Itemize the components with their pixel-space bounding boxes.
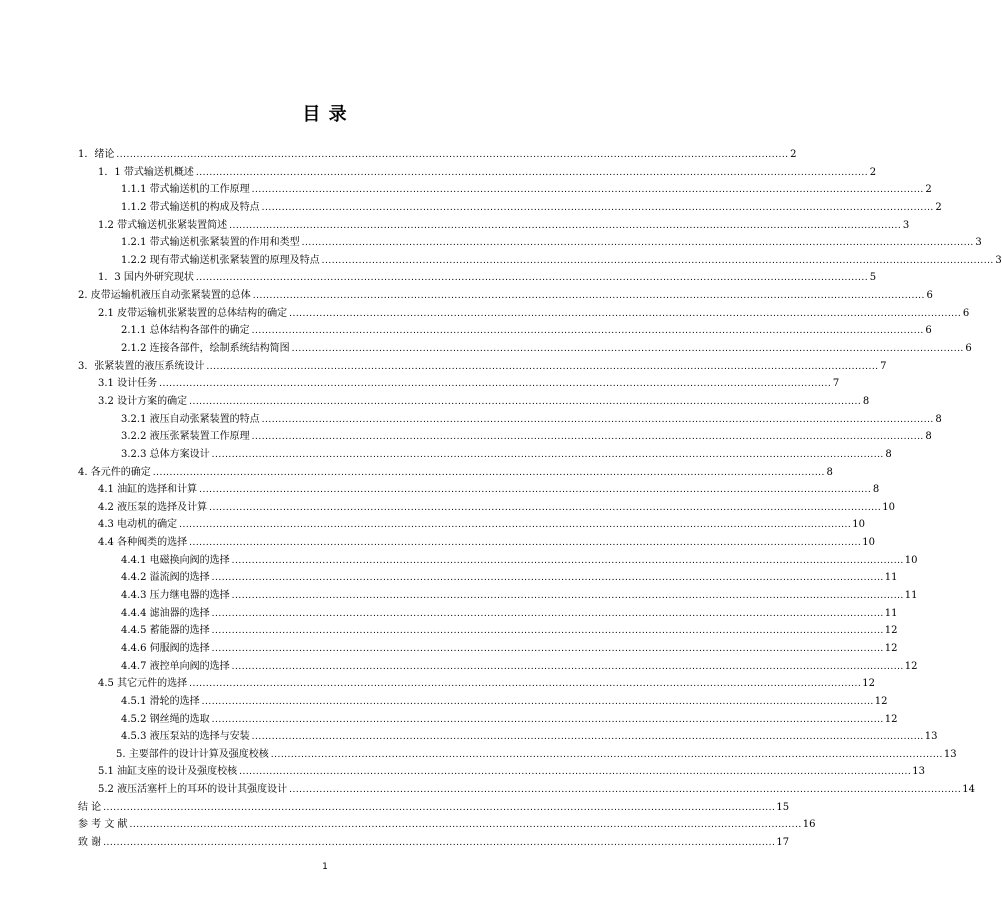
toc-entry-page: 3 xyxy=(995,254,1002,266)
toc-dot-leader: ........................................................................................................................................................................................................ xyxy=(211,573,884,584)
toc-entry[interactable] xyxy=(78,305,970,323)
toc-entry-page: 12 xyxy=(884,713,898,725)
toc-entry-page: 12 xyxy=(904,660,918,672)
toc-entry-label: 4.5.2 钢丝绳的选取 xyxy=(121,713,210,725)
toc-entry-page: 12 xyxy=(884,625,898,637)
toc-entry[interactable] xyxy=(78,640,898,658)
toc-entry-page: 12 xyxy=(862,678,875,690)
toc-entry[interactable] xyxy=(78,587,918,605)
toc-dot-leader: ........................................................................................................................................................................................................ xyxy=(195,167,869,178)
toc-entry-label: 3.2 设计方案的确定 xyxy=(98,395,188,407)
toc-entry[interactable] xyxy=(78,552,918,570)
toc-entry-label: 1．绪论 xyxy=(78,149,115,160)
toc-dot-leader: ........................................................................................................................................................................................................ xyxy=(251,326,924,337)
toc-entry[interactable] xyxy=(78,499,895,517)
toc-entry[interactable] xyxy=(78,534,875,552)
toc-entry-label: 1.2 带式输送机张紧装置简述 xyxy=(98,219,228,231)
toc-entry-page: 14 xyxy=(962,784,975,796)
toc-dot-leader: ........................................................................................................................................................................................................ xyxy=(206,361,879,372)
toc-dot-leader: ........................................................................................................................................................................................................ xyxy=(103,802,776,813)
toc-entry-page: 13 xyxy=(924,731,938,743)
toc-entry-label: 4.4.5 蓄能器的选择 xyxy=(121,625,210,637)
toc-entry[interactable] xyxy=(78,287,933,305)
toc-entry-page: 10 xyxy=(904,554,918,566)
toc-entry-label: 1．1 带式输送机概述 xyxy=(98,166,194,178)
toc-dot-leader: ........................................................................................................................................................................................................ xyxy=(211,714,884,725)
toc-entry-label: 3.2.3 总体方案设计 xyxy=(121,448,210,460)
toc-entry-label: 4.4.2 溢流阀的选择 xyxy=(121,572,210,584)
toc-entry-page: 6 xyxy=(965,343,972,355)
toc-dot-leader: ........................................................................................................................................................................................................ xyxy=(291,344,964,355)
toc-entry[interactable] xyxy=(78,799,790,817)
toc-dot-leader: ........................................................................................................................................................................................................ xyxy=(289,308,962,319)
toc-entry[interactable] xyxy=(78,816,816,834)
toc-entry-page: 16 xyxy=(802,819,816,831)
page-title: 目 录 xyxy=(302,104,348,125)
toc-dot-leader: ........................................................................................................................................................................................................ xyxy=(251,432,924,443)
toc-dot-leader: ........................................................................................................................................................................................................ xyxy=(251,185,924,196)
toc-entry[interactable] xyxy=(78,834,790,852)
toc-entry-label: 4.3 电动机的确定 xyxy=(98,519,178,531)
toc-entry[interactable] xyxy=(78,358,887,376)
toc-entry[interactable] xyxy=(78,658,918,676)
toc-entry-page: 2 xyxy=(790,149,797,160)
toc-entry-label: 5. 主要部件的设计计算及强度校核 xyxy=(116,748,269,760)
toc-entry[interactable] xyxy=(78,340,972,358)
toc-dot-leader: ........................................................................................................................................................................................................ xyxy=(129,820,802,831)
toc-entry-page: 12 xyxy=(874,695,888,707)
toc-entry-page: 8 xyxy=(872,484,880,496)
toc-entry[interactable] xyxy=(78,411,942,429)
toc-dot-leader: ........................................................................................................................................................................................................ xyxy=(152,467,825,478)
toc-entry-label: 4.5.3 液压泵站的选择与安装 xyxy=(121,731,250,743)
toc-entry-page: 12 xyxy=(884,642,898,654)
toc-dot-leader: ........................................................................................................................................................................................................ xyxy=(211,626,884,637)
toc-entry[interactable] xyxy=(78,146,797,164)
toc-entry-label: 1.2.1 带式输送机张紧装置的作用和类型 xyxy=(121,237,300,249)
toc-entry-label: 2.1 皮带运输机张紧装置的总体结构的确定 xyxy=(98,307,288,319)
toc-entry-page: 10 xyxy=(852,519,865,531)
toc-dot-leader: ........................................................................................................................................................................................................ xyxy=(261,202,934,213)
toc-entry-label: 结 论 xyxy=(78,801,102,813)
toc-entry[interactable] xyxy=(78,269,877,287)
toc-entry[interactable] xyxy=(78,428,932,446)
toc-entry[interactable] xyxy=(78,746,957,764)
toc-entry-label: 4.4 各种阀类的选择 xyxy=(98,537,188,549)
toc-entry-label: 3．张紧装置的液压系统设计 xyxy=(78,360,205,372)
toc-entry-label: 4.4.1 电磁换向阀的选择 xyxy=(121,554,230,566)
toc-dot-leader: ........................................................................................................................................................................................................ xyxy=(321,255,994,266)
toc-entry[interactable] xyxy=(78,781,975,799)
toc-entry-page: 8 xyxy=(925,431,932,443)
toc-dot-leader: ........................................................................................................................................................................................................ xyxy=(189,538,862,549)
toc-entry-page: 11 xyxy=(904,590,918,602)
toc-entry[interactable] xyxy=(78,234,982,252)
toc-entry[interactable] xyxy=(78,728,938,746)
toc-entry-page: 5 xyxy=(869,272,877,284)
toc-entry-label: 3.2.1 液压自动张紧装置的特点 xyxy=(121,413,260,425)
toc-entry[interactable] xyxy=(78,464,833,482)
toc-entry-page: 8 xyxy=(885,448,892,460)
toc-dot-leader: ........................................................................................................................................................................................................ xyxy=(209,502,882,513)
toc-entry[interactable] xyxy=(78,711,898,729)
toc-dot-leader: ........................................................................................................................................................................................................ xyxy=(189,396,862,407)
toc-entry[interactable] xyxy=(78,516,865,534)
toc-entry-label: 2.1.1 总体结构各部件的确定 xyxy=(121,325,250,337)
toc-entry[interactable] xyxy=(78,375,840,393)
toc-entry-label: 致 谢 xyxy=(78,836,102,848)
toc-dot-leader: ........................................................................................................................................................................................................ xyxy=(211,643,884,654)
toc-dot-leader: ........................................................................................................................................................................................................ xyxy=(270,749,943,760)
toc-dot-leader: ........................................................................................................................................................................................................ xyxy=(179,520,852,531)
toc-entry-label: 4.1 油缸的选择和计算 xyxy=(98,484,198,496)
toc-entry-page: 3 xyxy=(902,219,910,231)
toc-entry[interactable] xyxy=(78,199,942,217)
toc-dot-leader: ........................................................................................................................................................................................................ xyxy=(301,238,974,249)
toc-dot-leader: ........................................................................................................................................................................................................ xyxy=(201,696,874,707)
toc-entry-label: 1.2.2 现有带式输送机张紧装置的原理及特点 xyxy=(121,254,320,266)
toc-entry-label: 4.4.6 伺服阀的选择 xyxy=(121,642,210,654)
toc-entry-label: 5.2 液压活塞杆上的耳环的设计其强度设计 xyxy=(98,784,288,796)
toc-dot-leader: ........................................................................................................................................................................................................ xyxy=(239,767,912,778)
toc-entry-label: 4. 各元件的确定 xyxy=(78,466,151,478)
toc-entry[interactable] xyxy=(78,675,875,693)
toc-entry-page: 11 xyxy=(884,572,898,584)
toc-dot-leader: ........................................................................................................................................................................................................ xyxy=(211,608,884,619)
toc-entry-label: 4.5 其它元件的选择 xyxy=(98,678,188,690)
toc-entry-label: 4.5.1 滑轮的选择 xyxy=(121,695,200,707)
toc-dot-leader: ........................................................................................................................................................................................................ xyxy=(195,273,869,284)
toc-entry-page: 13 xyxy=(912,766,925,778)
toc-entry[interactable] xyxy=(78,393,870,411)
toc-entry-label: 4.4.4 滤油器的选择 xyxy=(121,607,210,619)
toc-entry-label: 2. 皮带运输机液压自动张紧装置的总体 xyxy=(78,290,251,302)
toc-entry-page: 17 xyxy=(776,836,790,848)
toc-entry[interactable] xyxy=(78,622,898,640)
toc-entry[interactable] xyxy=(78,446,892,464)
toc-entry[interactable] xyxy=(78,605,898,623)
toc-entry[interactable] xyxy=(78,322,932,340)
toc-entry-label: 1．3 国内外研究现状 xyxy=(98,272,194,284)
toc-entry-page: 2 xyxy=(869,166,877,178)
toc-dot-leader: ........................................................................................................................................................................................................ xyxy=(231,591,904,602)
toc-dot-leader: ........................................................................................................................................................................................................ xyxy=(103,837,776,848)
toc-dot-leader: ........................................................................................................................................................................................................ xyxy=(229,220,902,231)
toc-dot-leader: ........................................................................................................................................................................................................ xyxy=(261,414,934,425)
toc-entry-page: 10 xyxy=(882,501,895,513)
toc-entry-label: 4.2 液压泵的选择及计算 xyxy=(98,501,208,513)
toc-dot-leader: ........................................................................................................................................................................................................ xyxy=(289,785,962,796)
toc-entry[interactable] xyxy=(78,481,880,499)
toc-entry-label: 1.1.1 带式输送机的工作原理 xyxy=(121,184,250,196)
toc-entry-page: 7 xyxy=(832,378,840,390)
toc-dot-leader: ........................................................................................................................................................................................................ xyxy=(231,661,904,672)
toc-entry-page: 8 xyxy=(826,466,833,478)
toc-entry-page: 3 xyxy=(975,237,982,249)
toc-dot-leader: ........................................................................................................................................................................................................ xyxy=(189,679,862,690)
toc-entry-page: 2 xyxy=(925,184,932,196)
toc-entry[interactable] xyxy=(78,693,888,711)
toc-dot-leader: ........................................................................................................................................................................................................ xyxy=(159,379,832,390)
toc-entry-label: 4.4.7 液控单向阀的选择 xyxy=(121,660,230,672)
toc-entry-label: 2.1.2 连接各部件，绘制系统结构简图 xyxy=(121,343,290,355)
toc-entry-label: 5.1 油缸支座的设计及强度校核 xyxy=(98,766,238,778)
toc-entry-page: 11 xyxy=(884,607,898,619)
toc-entry-label: 参 考 文 献 xyxy=(78,819,128,831)
toc-entry-label: 1.1.2 带式输送机的构成及特点 xyxy=(121,201,260,213)
toc-dot-leader: ........................................................................................................................................................................................................ xyxy=(199,485,872,496)
page-number: 1 xyxy=(322,862,328,872)
table-of-contents xyxy=(78,146,1002,852)
toc-entry[interactable] xyxy=(78,181,932,199)
toc-entry-page: 6 xyxy=(926,290,933,302)
toc-entry-page: 2 xyxy=(935,201,942,213)
toc-entry-page: 15 xyxy=(776,801,790,813)
toc-entry-page: 8 xyxy=(862,395,870,407)
toc-entry[interactable] xyxy=(78,569,898,587)
toc-entry-page: 13 xyxy=(943,748,957,760)
toc-entry-page: 8 xyxy=(935,413,942,425)
toc-entry-page: 10 xyxy=(862,537,875,549)
toc-dot-leader: ........................................................................................................................................................................................................ xyxy=(252,291,925,302)
toc-dot-leader: ........................................................................................................................................................................................................ xyxy=(231,555,904,566)
toc-entry[interactable] xyxy=(78,763,925,781)
toc-entry-label: 3.2.2 液压张紧装置工作原理 xyxy=(121,431,250,443)
toc-entry-label: 3.1 设计任务 xyxy=(98,378,158,390)
toc-dot-leader: ........................................................................................................................................................................................................ xyxy=(251,732,924,743)
toc-entry-page: 6 xyxy=(925,325,932,337)
toc-dot-leader: ........................................................................................................................................................................................................ xyxy=(116,150,789,160)
toc-entry[interactable] xyxy=(78,217,910,235)
toc-entry[interactable] xyxy=(78,164,877,182)
toc-entry-page: 6 xyxy=(962,307,970,319)
toc-entry-page: 7 xyxy=(880,360,887,372)
toc-dot-leader: ........................................................................................................................................................................................................ xyxy=(211,449,884,460)
toc-entry[interactable] xyxy=(78,252,1002,270)
toc-entry-label: 4.4.3 压力继电器的选择 xyxy=(121,590,230,602)
